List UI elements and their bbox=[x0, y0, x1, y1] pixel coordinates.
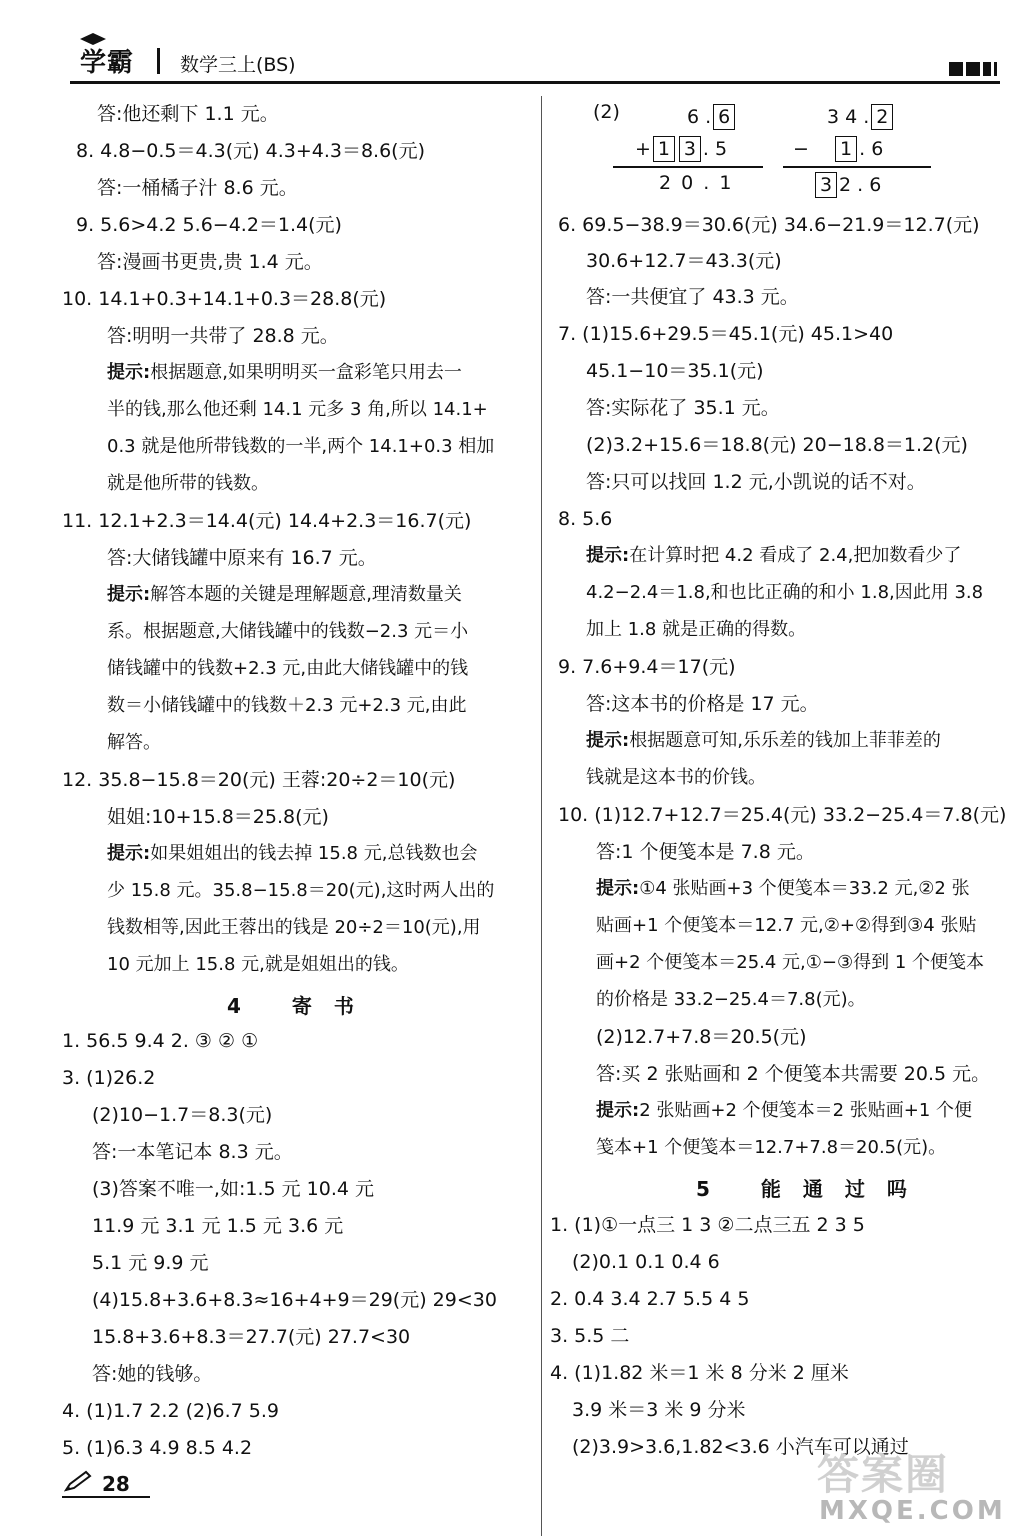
hint-text: 在计算时把 4.2 看成了 2.4,把加数看少了 bbox=[629, 545, 962, 566]
hint-line: 解答。 bbox=[107, 732, 161, 753]
hint-text: 根据题意,如果明明买一盒彩笔只用去一 bbox=[150, 362, 462, 383]
hint-line: 贴画+1 个便笺本＝12.7 元,②+②得到③4 张贴 bbox=[596, 915, 977, 936]
hint-line: 数＝小储钱罐中的钱数＋2.3 元+2.3 元,由此 bbox=[107, 695, 467, 716]
answer-box: 3 bbox=[815, 172, 837, 198]
question-1: 1. (1)①一点三 1 3 ②二点三五 2 3 5 bbox=[550, 1214, 865, 1236]
answer-line: 答:一桶橘子汁 8.6 元。 bbox=[97, 177, 298, 199]
answer-line: 答:1 个便笺本是 7.8 元。 bbox=[596, 841, 815, 863]
answer-line: 答:这本书的价格是 17 元。 bbox=[586, 693, 819, 715]
question-8: 8. 4.8−0.5＝4.3(元) 4.3+4.3＝8.6(元) bbox=[76, 140, 425, 162]
answer-line: 30.6+12.7＝43.3(元) bbox=[586, 250, 782, 272]
hint-line: 半的钱,那么他还剩 14.1 元多 3 角,所以 14.1+ bbox=[107, 399, 488, 420]
question-10: 10. 14.1+0.3+14.1+0.3＝28.8(元) bbox=[62, 288, 387, 310]
answer-line: 答:漫画书更贵,贵 1.4 元。 bbox=[97, 251, 323, 273]
answer-line: 5.1 元 9.9 元 bbox=[92, 1252, 209, 1274]
question-10: 10. (1)12.7+12.7＝25.4(元) 33.2−25.4＝7.8(元) bbox=[558, 804, 1007, 826]
hint-label: 提示: bbox=[586, 730, 630, 751]
hint-line bbox=[596, 1099, 972, 1123]
hint-line bbox=[596, 877, 970, 901]
minus-sign: − bbox=[793, 138, 809, 160]
answer-box: 2 bbox=[871, 104, 893, 130]
answer-line: (2)0.1 0.1 0.4 6 bbox=[572, 1251, 720, 1273]
hint-line: 10 元加上 15.8 元,就是姐姐出的钱。 bbox=[107, 954, 409, 975]
footer-rule bbox=[62, 1496, 150, 1498]
brand-logo: 学霸 bbox=[80, 48, 135, 78]
question-12: 12. 35.8−15.8＝20(元) 王蓉:20÷2＝10(元) bbox=[62, 769, 456, 791]
hint-line: 0.3 就是他所带钱数的一半,两个 14.1+0.3 相加 bbox=[107, 436, 495, 457]
calc-digit: 5 bbox=[715, 138, 728, 160]
calc-digit: 6 bbox=[687, 106, 700, 128]
answer-line: 11.9 元 3.1 元 1.5 元 3.6 元 bbox=[92, 1215, 344, 1237]
page-header bbox=[0, 0, 1015, 88]
pencil-icon bbox=[64, 1470, 92, 1492]
vertical-addition: 6 . 6 + 1 3 . 5 2 0 . 1 bbox=[613, 100, 773, 200]
answer-line: (2)3.2+15.6＝18.8(元) 20−18.8＝1.2(元) bbox=[586, 434, 968, 456]
watermark-cn-text: 答案圈 bbox=[817, 1450, 950, 1499]
question-1-2: 1. 56.5 9.4 2. ③ ② ① bbox=[62, 1030, 259, 1052]
brand-divider bbox=[157, 48, 160, 74]
section-name: 能通过吗 bbox=[760, 1177, 929, 1201]
answer-line: 答:只可以找回 1.2 元,小凯说的话不对。 bbox=[586, 471, 926, 493]
answer-line: 答:大储钱罐中原来有 16.7 元。 bbox=[107, 547, 377, 569]
section-number: 4 bbox=[227, 994, 263, 1018]
calc-result: 2 0 . 1 bbox=[659, 172, 734, 194]
question-6: 6. 69.5−38.9＝30.6(元) 34.6−21.9＝12.7(元) bbox=[558, 214, 980, 236]
book-title: 数学三上(BS) bbox=[180, 54, 296, 76]
question-label: (2) bbox=[593, 101, 620, 123]
hint-label: 提示: bbox=[107, 584, 151, 605]
answer-box: 1 bbox=[653, 136, 675, 162]
section-5-title bbox=[696, 1173, 929, 1202]
hint-label: 提示: bbox=[586, 545, 630, 566]
hint-line bbox=[107, 583, 462, 607]
plus-sign: + bbox=[635, 138, 651, 160]
answer-line: (4)15.8+3.6+8.3≈16+4+9＝29(元) 29<30 bbox=[92, 1289, 497, 1311]
answer-line: 答:一共便宜了 43.3 元。 bbox=[586, 286, 799, 308]
question-3: 3. 5.5 二 bbox=[550, 1325, 630, 1347]
answer-line: 答:他还剩下 1.1 元。 bbox=[97, 103, 279, 125]
answer-line: 15.8+3.6+8.3＝27.7(元) 27.7<30 bbox=[92, 1326, 411, 1348]
hint-line bbox=[586, 544, 961, 568]
page-number: 28 bbox=[102, 1472, 130, 1496]
hint-text: 根据题意可知,乐乐差的钱加上菲菲差的 bbox=[629, 730, 941, 751]
section-number: 5 bbox=[696, 1177, 732, 1201]
hint-line: 4.2−2.4＝1.8,和也比正确的和小 1.8,因此用 3.8 bbox=[586, 582, 984, 603]
hint-label: 提示: bbox=[107, 843, 151, 864]
header-rule bbox=[70, 81, 1000, 84]
question-4: 4. (1)1.82 米＝1 米 8 分米 2 厘米 bbox=[550, 1362, 849, 1384]
section-name: 寄书 bbox=[291, 994, 376, 1018]
question-2: 2. 0.4 3.4 2.7 5.5 4 5 bbox=[550, 1288, 750, 1310]
answer-line: 答:一本笔记本 8.3 元。 bbox=[92, 1141, 293, 1163]
question-3: 3. (1)26.2 bbox=[62, 1067, 156, 1089]
section-4-title bbox=[227, 990, 376, 1019]
hint-line: 钱数相等,因此王蓉出的钱是 20÷2＝10(元),用 bbox=[107, 917, 481, 938]
hint-line: 加上 1.8 就是正确的得数。 bbox=[586, 619, 807, 640]
answer-line: (3)答案不唯一,如:1.5 元 10.4 元 bbox=[92, 1178, 374, 1200]
question-9: 9. 5.6>4.2 5.6−4.2＝1.4(元) bbox=[76, 214, 342, 236]
question-5: 5. (1)6.3 4.9 8.5 4.2 bbox=[62, 1437, 253, 1459]
hint-line: 少 15.8 元。35.8−15.8＝20(元),这时两人出的 bbox=[107, 880, 495, 901]
hint-label: 提示: bbox=[596, 878, 640, 899]
answer-line: 45.1−10＝35.1(元) bbox=[586, 360, 764, 382]
answer-line: (2)12.7+7.8＝20.5(元) bbox=[596, 1026, 807, 1048]
answer-box: 6 bbox=[713, 104, 735, 130]
hint-line bbox=[107, 361, 462, 385]
hint-line: 画+2 个便笺本＝25.4 元,①−③得到 1 个便笺本 bbox=[596, 952, 985, 973]
watermark-logo bbox=[809, 1440, 1006, 1530]
question-4: 4. (1)1.7 2.2 (2)6.7 5.9 bbox=[62, 1400, 279, 1422]
answer-line: 答:她的钱够。 bbox=[92, 1363, 213, 1385]
hint-label: 提示: bbox=[107, 362, 151, 383]
calc-digit: 2 . 6 bbox=[839, 174, 882, 196]
answer-line: 3.9 米＝3 米 9 分米 bbox=[572, 1399, 746, 1421]
calc-digit: 3 4 bbox=[827, 106, 858, 128]
hint-line: 笺本+1 个便笺本＝12.7+7.8＝20.5(元)。 bbox=[596, 1137, 947, 1158]
question-7: 7. (1)15.6+29.5＝45.1(元) 45.1>40 bbox=[558, 323, 894, 345]
question-8: 8. 5.6 bbox=[558, 508, 613, 530]
answer-line: 答:明明一共带了 28.8 元。 bbox=[107, 325, 339, 347]
vertical-subtraction: 3 4 . 2 − 1 . 6 3 2 . 6 bbox=[813, 100, 943, 200]
header-decoration bbox=[949, 62, 997, 76]
answer-line: 答:买 2 张贴画和 2 个便笺本共需要 20.5 元。 bbox=[596, 1063, 991, 1085]
answer-box: 1 bbox=[835, 136, 857, 162]
question-11: 11. 12.1+2.3＝14.4(元) 14.4+2.3＝16.7(元) bbox=[62, 510, 472, 532]
hint-line bbox=[107, 842, 477, 866]
hint-text: 如果姐姐出的钱去掉 15.8 元,总钱数也会 bbox=[150, 843, 478, 864]
hint-line: 钱就是这本书的价钱。 bbox=[586, 767, 766, 788]
question-9: 9. 7.6+9.4＝17(元) bbox=[558, 656, 736, 678]
hint-text: 2 张贴画+2 个便笺本＝2 张贴画+1 个便 bbox=[639, 1100, 973, 1121]
answer-line: 姐姐:10+15.8＝25.8(元) bbox=[107, 806, 329, 828]
calc-digit: 6 bbox=[871, 138, 884, 160]
hint-line: 就是他所带的钱数。 bbox=[107, 473, 269, 494]
hint-label: 提示: bbox=[596, 1100, 640, 1121]
hint-text: ①4 张贴画+3 个便笺本＝33.2 元,②2 张 bbox=[639, 878, 970, 899]
hint-line: 系。根据题意,大储钱罐中的钱数−2.3 元＝小 bbox=[107, 621, 469, 642]
answer-line: (2)10−1.7＝8.3(元) bbox=[92, 1104, 273, 1126]
hint-line bbox=[586, 729, 941, 753]
column-divider bbox=[541, 96, 542, 1536]
hint-text: 解答本题的关键是理解题意,理清数量关 bbox=[150, 584, 462, 605]
hint-line: 的价格是 33.2−25.4＝7.8(元)。 bbox=[596, 989, 866, 1010]
answer-box: 3 bbox=[679, 136, 701, 162]
answer-line: (2)3.9>3.6,1.82<3.6 小汽车可以通过 bbox=[572, 1436, 909, 1458]
watermark-en-text: MXQE.COM bbox=[819, 1496, 1006, 1526]
hint-line: 储钱罐中的钱数+2.3 元,由此大储钱罐中的钱 bbox=[107, 658, 469, 679]
answer-line: 答:实际花了 35.1 元。 bbox=[586, 397, 780, 419]
